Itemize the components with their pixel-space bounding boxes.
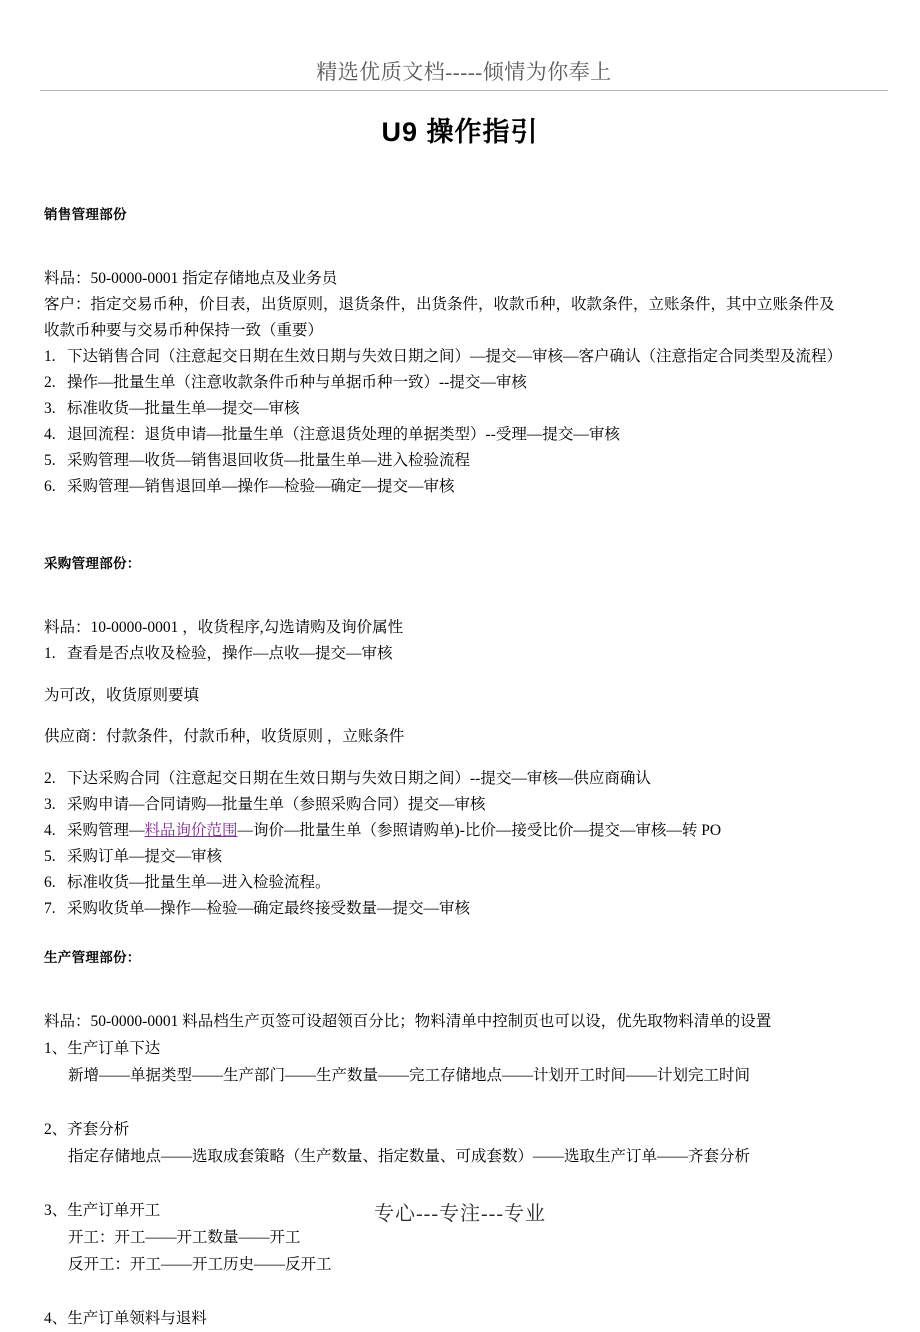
list-item	[44, 641, 896, 667]
list-item-text: 下达销售合同（注意起交日期在生效日期与失效日期之间）—提交—审核—客户确认（注意指定合同类型及流程）	[67, 348, 843, 365]
list-item-text: 采购收货单—操作—检验—确定最终接受数量—提交—审核	[67, 899, 471, 917]
list-item-number: 2.	[44, 769, 56, 787]
production-item-title: 4、生产订单领料与退料	[44, 1309, 207, 1327]
section-production-management	[44, 948, 896, 1332]
list-item	[44, 1035, 896, 1089]
list-item-text: 采购管理—收货—销售退回收货—批量生单—进入检验流程	[67, 452, 471, 469]
purchasing-step-list-part1	[44, 641, 896, 667]
section-purchasing-management	[44, 554, 896, 922]
section-sales-management	[44, 205, 896, 500]
list-item	[44, 396, 896, 422]
sales-step-list	[44, 344, 896, 500]
purchasing-step-list-part2	[44, 766, 896, 922]
spacer	[44, 922, 896, 948]
list-item-text: 采购订单—提交—审核	[67, 847, 223, 865]
list-item-number: 5.	[44, 452, 56, 469]
production-item-detail: 指定存储地点——选取成套策略（生产数量、指定数量、可成套数）——选取生产订单——齐套分析	[68, 1147, 751, 1165]
list-item-text: 退回流程：退货申请—批量生单（注意退货处理的单据类型）--受理—提交—审核	[67, 426, 620, 443]
production-item-detail: 开工：开工——开工数量——开工	[68, 1228, 301, 1246]
document-header	[40, 58, 888, 99]
list-item	[44, 474, 896, 500]
list-item-number: 4.	[44, 426, 56, 443]
production-item-title: 1、生产订单下达	[44, 1039, 161, 1057]
purchasing-intro-line-1: 料品：10-0000-0001 ，收货程序,勾选请购及询价属性	[44, 619, 404, 636]
production-item-detail: 新增——单据类型——生产部门——生产数量——完工存储地点——计划开工时间——计划完工时间	[68, 1066, 751, 1084]
list-item	[44, 1305, 896, 1332]
list-item-text-prefix: 采购管理—	[67, 821, 145, 839]
list-item-number: 7.	[44, 899, 56, 917]
list-item	[44, 370, 896, 396]
spacer	[44, 225, 896, 266]
list-item-number: 3.	[44, 795, 56, 813]
production-step-list	[44, 1035, 896, 1332]
spacer	[44, 1278, 896, 1305]
sales-intro-line-2: 客户：指定交易币种，价目表，出货原则，退货条件，出货条件，收款币种，收款条件，立账条件，其中立账条件及	[44, 296, 835, 313]
material-inquiry-scope-link[interactable]: 料品询价范围	[144, 821, 238, 839]
list-item-number: 5.	[44, 847, 56, 865]
production-section-heading: 生产管理部份：	[44, 949, 141, 965]
document-footer: 专心---专注---专业	[374, 1203, 546, 1225]
list-item-text: 下达采购合同（注意起交日期在生效日期与失效日期之间）--提交—审核—供应商确认	[67, 769, 651, 787]
spacer	[44, 1170, 896, 1197]
list-item-number: 6.	[44, 478, 56, 495]
header-divider	[40, 90, 888, 91]
spacer	[44, 541, 896, 554]
list-item	[44, 422, 896, 448]
list-item-text: 采购管理—销售退回单—操作—检验—确定—提交—审核	[67, 478, 455, 495]
spacer	[44, 1089, 896, 1116]
list-item-number: 6.	[44, 873, 56, 891]
list-item	[44, 766, 896, 792]
list-item-text: 标准收货—批量生单—提交—审核	[67, 400, 300, 417]
list-item-number: 1.	[44, 645, 56, 662]
production-item-title: 3、生产订单开工	[44, 1201, 161, 1219]
list-item	[44, 792, 896, 818]
list-item-text: 操作—批量生单（注意收款条件币种与单据币种一致）--提交—审核	[67, 374, 527, 391]
list-item	[44, 844, 896, 870]
page-title: U9 操作指引	[381, 117, 539, 147]
list-item	[44, 896, 896, 922]
spacer	[44, 574, 896, 615]
list-item-number: 4.	[44, 821, 56, 839]
list-item-text: 采购申请—合同请购—批量生单（参照采购合同）提交—审核	[67, 795, 486, 813]
list-item-number: 2.	[44, 374, 56, 391]
list-item	[44, 448, 896, 474]
sales-intro-line-1: 料品：50-0000-0001 指定存储地点及业务员	[44, 270, 338, 287]
list-item-number: 3.	[44, 400, 56, 417]
list-item	[44, 344, 896, 370]
document-body	[44, 205, 896, 1332]
list-item-number: 1.	[44, 348, 56, 365]
production-intro-line-1: 料品：50-0000-0001 料品档生产页签可设超领百分比；物料清单中控制页也可以设，优先取物料清单的设置	[44, 1012, 772, 1030]
list-item-text-suffix: —询价—批量生单（参照请购单)-比价—接受比价—提交—审核—转 PO	[237, 821, 722, 839]
list-item	[44, 870, 896, 896]
production-item-detail: 反开工：开工——开工历史——反开工	[68, 1255, 332, 1273]
spacer	[44, 968, 896, 1009]
list-item-text: 查看是否点收及检验，操作—点收—提交—审核	[67, 645, 393, 662]
purchasing-section-heading: 采购管理部份：	[44, 556, 141, 571]
purchasing-note-line-1: 为可改，收货原则要填	[44, 686, 200, 704]
list-item-with-link	[44, 818, 896, 844]
list-item	[44, 1116, 896, 1170]
sales-section-heading: 销售管理部份	[44, 207, 127, 222]
spacer	[44, 500, 896, 541]
purchasing-note-line-2: 供应商：付款条件，付款币种，收货原则 ，立账条件	[44, 728, 405, 745]
sales-intro-line-3: 收款币种要与交易币种保持一致（重要）	[44, 322, 324, 339]
list-item-text: 标准收货—批量生单—进入检验流程。	[67, 873, 331, 891]
header-banner-text: 精选优质文档-----倾情为你奉上	[316, 60, 612, 84]
production-item-title: 2、齐套分析	[44, 1120, 130, 1138]
